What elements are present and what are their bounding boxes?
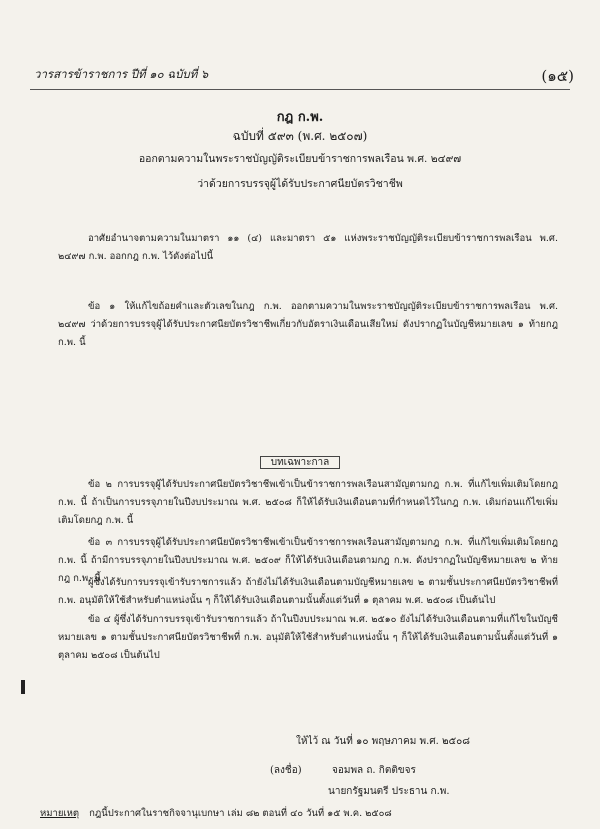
document-subject: ว่าด้วยการบรรจุผู้ได้รับประกาศนียบัตรวิชาชีพ	[197, 178, 403, 190]
clause-3b-text: ผู้ซึ่งได้รับการบรรจุเข้ารับราชการแล้ว ถ้ายังไม่ได้รับเงินเดือนตามบัญชีหมายเลข ๒ ตามชั้นประกาศนียบัตรวิชาชีพที่ ก.พ. อนุมัติให้ใช้สำหรับตำแหน่งนั้น ๆ ก็ให้ได้รับเงินเดือนตามนั้นตั้งแต่วันที่ ๑ ตุลาคม พ.ศ. ๒๕๐๘ เป็นต้นไป	[58, 577, 558, 606]
preamble-text: อาศัยอำนาจตามความในมาตรา ๑๑ (๔) และมาตรา ๕๑ แห่งพระราชบัญญัติระเบียบข้าราชการพลเรือน พ.ศ. ๒๔๙๗ ก.พ. ออกกฎ ก.พ. ไว้ดังต่อไปนี้	[58, 233, 558, 262]
preamble-paragraph	[58, 230, 558, 266]
header-rule	[30, 89, 570, 90]
page-header	[34, 64, 574, 86]
signing-date: ให้ไว้ ณ วันที่ ๑๐ พฤษภาคม พ.ศ. ๒๕๐๘	[296, 736, 470, 747]
document-number: ฉบับที่ ๕๙๓ (พ.ศ. ๒๕๐๗)	[232, 129, 368, 143]
clause-2-text: ข้อ ๒ การบรรจุผู้ได้รับประกาศนียบัตรวิชาชีพเข้าเป็นข้าราชการพลเรือนสามัญตามกฎ ก.พ. ที่แก้ไขเพิ่มเติมโดยกฎ ก.พ. นี้ ถ้าเป็นการบรรจุภายในปีงบประมาณ พ.ศ. ๒๕๐๘ ก็ให้ได้รับเงินเดือนตามที่กำหนดไว้ในกฎ ก.พ. เดิมก่อนแก้ไขเพิ่มเติมโดยกฎ ก.พ. นี้	[58, 479, 558, 526]
footnote-label: หมายเหตุ	[40, 808, 80, 819]
clause-4	[58, 611, 558, 665]
signed-label: (ลงชื่อ)	[270, 765, 302, 776]
document-title: กฎ ก.พ.	[276, 110, 324, 125]
footnote-text: กฎนี้ประกาศในราชกิจจานุเบกษา เล่ม ๘๒ ตอนที่ ๔๐ วันที่ ๑๕ พ.ค. ๒๕๐๘	[89, 808, 392, 819]
clause-4-text: ข้อ ๔ ผู้ซึ่งได้รับการบรรจุเข้ารับราชการแล้ว ถ้าในปีงบประมาณ พ.ศ. ๒๕๑๐ ยังไม่ได้รับเงินเดือนตามที่แก้ไขในบัญชีหมายเลข ๑ ตามชั้นประกาศนียบัตรวิชาชีพที่ ก.พ. อนุมัติให้ใช้สำหรับตำแหน่งนั้น ๆ ก็ให้ได้รับเงินเดือนตามนั้นตั้งแต่วันที่ ๑ ตุลาคม ๒๕๐๘ เป็นต้นไป	[58, 614, 558, 661]
journal-title: วารสารข้าราชการ ปีที่ ๑๐ ฉบับที่ ๖	[34, 67, 209, 81]
section-heading	[0, 455, 600, 470]
footnote	[40, 806, 570, 821]
clause-3-continuation	[58, 574, 558, 610]
signatory-name: จอมพล ถ. กิตติขจร	[332, 765, 416, 776]
clause-1-text: ข้อ ๑ ให้แก้ไขถ้อยคำและตัวเลขในกฎ ก.พ. ออกตามความในพระราชบัญญัติระเบียบข้าราชการพลเรือน พ.ศ. ๒๔๙๗ ว่าด้วยการบรรจุผู้ได้รับประกาศนียบัตรวิชาชีพเกี่ยวกับอัตราเงินเดือนเสียใหม่ ดังปรากฏในบัญชีหมายเลข ๑ ท้ายกฎ ก.พ. นี้	[58, 301, 558, 348]
margin-mark	[21, 680, 25, 694]
issued-under: ออกตามความในพระราชบัญญัติระเบียบข้าราชการพลเรือน พ.ศ. ๒๔๙๗	[138, 153, 462, 165]
clause-1	[58, 298, 558, 352]
clause-2	[58, 476, 558, 530]
section-heading-text: บทเฉพาะกาล	[260, 456, 341, 469]
page-number: (๑๕)	[541, 67, 574, 85]
signatory-position: นายกรัฐมนตรี ประธาน ก.พ.	[328, 786, 450, 797]
clause-3-text: ข้อ ๓ การบรรจุผู้ได้รับประกาศนียบัตรวิชาชีพเข้าเป็นข้าราชการพลเรือนสามัญตามกฎ ก.พ. ที่แก้ไขเพิ่มเติมโดยกฎ ก.พ. นี้ ถ้ามีการบรรจุภายในปีงบประมาณ พ.ศ. ๒๕๐๙ ก็ให้ได้รับเงินเดือนตามกฎ ก.พ. ดังปรากฏในบัญชีหมายเลข ๒ ท้ายกฎ ก.พ. นี้	[58, 537, 558, 584]
